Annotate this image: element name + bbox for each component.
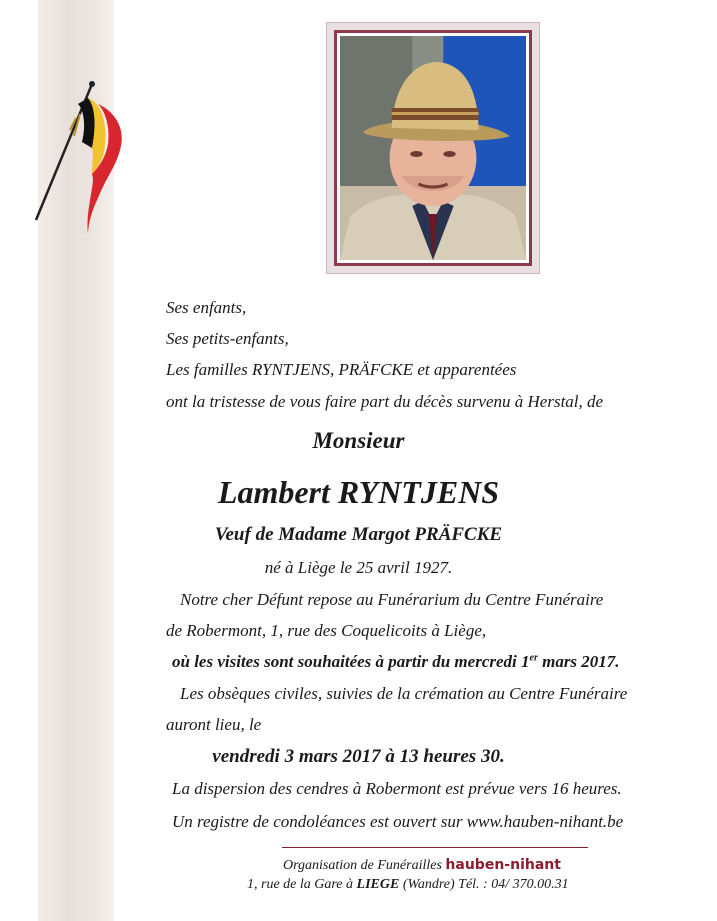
visits-date: mars 2017.: [537, 652, 620, 671]
visits-line: [172, 652, 620, 672]
obseques-line-2: auront lieu, le: [166, 715, 262, 734]
brand-logo: hauben-nihant: [445, 857, 561, 873]
footer-divider: [282, 847, 588, 848]
repose-line-2: de Robermont, 1, rue des Coquelicoits à Liège,: [166, 621, 487, 640]
deceased-name: Lambert RYNTJENS: [217, 474, 500, 510]
dispersion-line: La dispersion des cendres à Robermont est prévue vers 16 heures.: [172, 779, 622, 798]
footer-address: [247, 877, 569, 893]
birth-line: né à Liège le 25 avril 1927.: [264, 558, 453, 577]
repose-line-1: Notre cher Défunt repose au Funérarium du Centre Funéraire: [180, 590, 604, 609]
footer-address-street: 1, rue de la Gare à: [247, 877, 357, 892]
belgian-flag-icon: [30, 78, 130, 238]
spouse-line: Veuf de Madame Margot PRÄFCKE: [214, 524, 503, 545]
intro-line-children: Ses enfants,: [166, 298, 247, 317]
footer-organisation: [283, 857, 561, 874]
ceremony-date: vendredi 3 mars 2017 à 13 heures 30.: [212, 746, 505, 767]
footer-address-phone: (Wandre) Tél. : 04/ 370.00.31: [399, 877, 569, 892]
intro-line-families: Les familles RYNTJENS, PRÄFCKE et apparentées: [166, 360, 517, 379]
footer-address-city: LIEGE: [356, 877, 400, 892]
portrait-photo: [334, 30, 532, 266]
intro-line-grandchildren: Ses petits-enfants,: [166, 329, 289, 348]
visits-text: où les visites sont souhaitées à partir du mercredi 1: [172, 652, 530, 671]
footer-org-prefix: Organisation de Funérailles: [283, 858, 442, 873]
intro-line-announcement: ont la tristesse de vous faire part du décès survenu à Herstal, de: [166, 392, 604, 411]
registry-line: Un registre de condoléances est ouvert sur www.hauben-nihant.be: [172, 812, 624, 831]
honorific: Monsieur: [312, 428, 405, 453]
visits-ordinal: er: [529, 652, 538, 664]
portrait-frame: [326, 22, 540, 274]
obseques-line-1: Les obsèques civiles, suivies de la crémation au Centre Funéraire: [180, 684, 628, 703]
